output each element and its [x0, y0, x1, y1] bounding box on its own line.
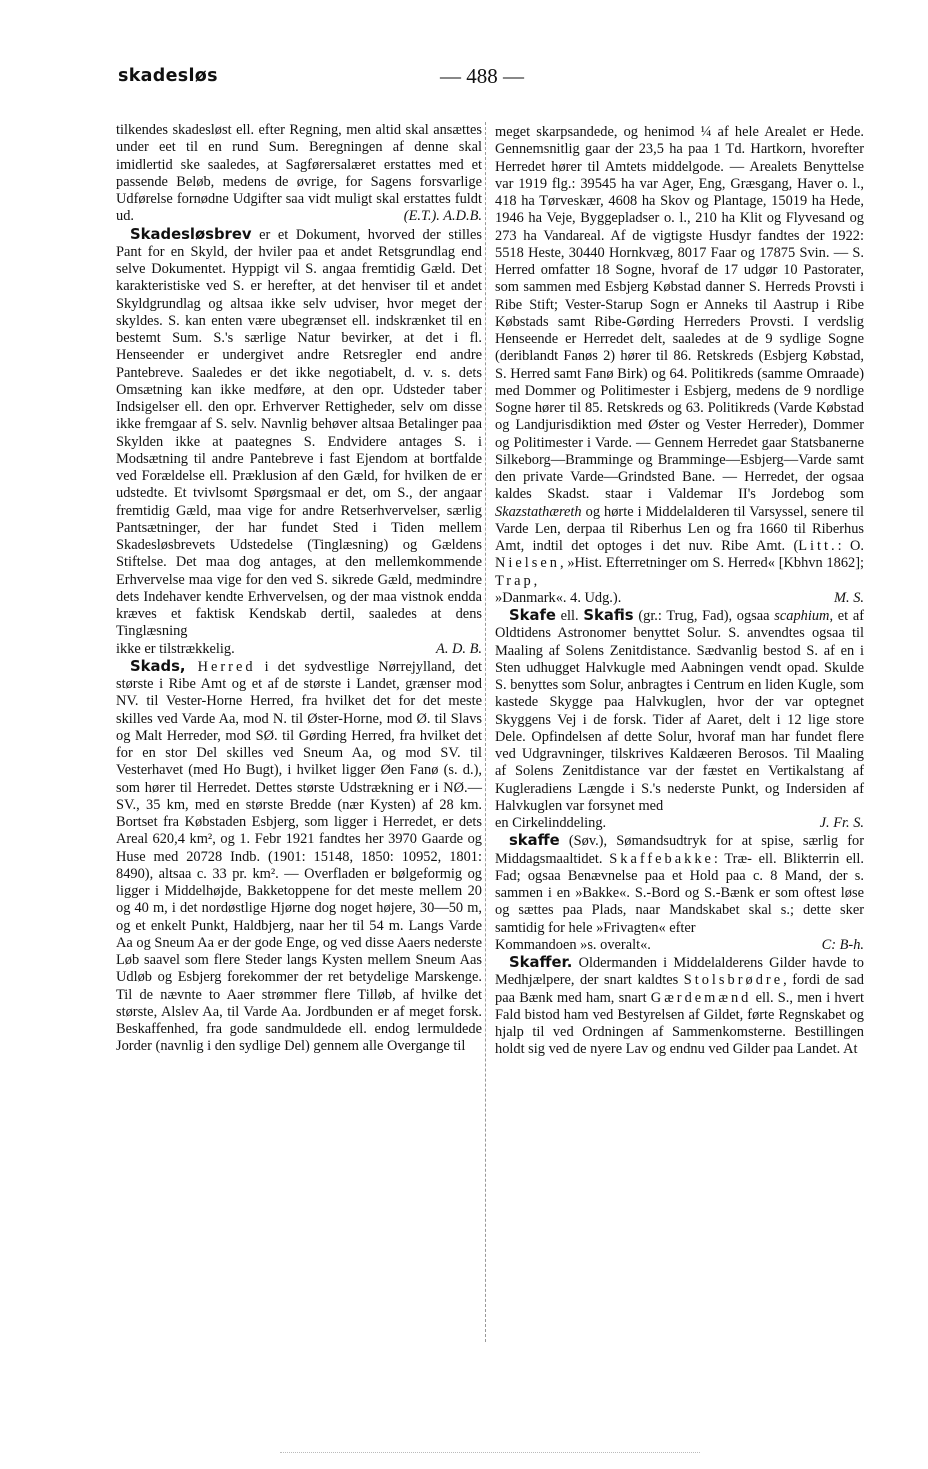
entry-skaffe: skaffe (Søv.), Sømandsudtryk for at spise, særlig for Middagsmaaltidet. Skaffebakke: Træ- ell. Blikterrin ell. Fad; ogsaa Benævnelse paa et Hold paa c. 8 Mand, der s. sammen i en »Bakke«. S.-Bord og S.-Bænk er som oftest løse og sættes paa Plads, naar Mandskabet skal s.; dette sker samtidig for hele »Frivagten« efter — [495, 832, 864, 936]
entry-end-line: »Danmark«. 4. Udg.). M. S. — [495, 589, 864, 606]
page-header — [118, 66, 864, 96]
headword: Skaffer. — [509, 954, 573, 971]
column-divider — [485, 122, 487, 1342]
entry-skadeslosbrev: Skadesløsbrev er et Dokument, hvorved der stilles Pant for en Skyld, der hviler paa et andet Retsgrundlag end selve Dokumentet. Hyppigt vil S. angaa fremtidig Gæld. Det karakteristiske ved S. er herefter, at det henviser til et andet Skyldgrundlag og altsaa ikke selv udviser, hvor meget der skyldes. S. kan enten være ubegrænset ell. indskrænket til en bestemt Sum. S.'s særlige Natur bevirker, at det i fl. Henseender er undergivet andre Retsregler end andre Pantebreve. Saaledes er det ikke negotiabelt, d. v. s. dets Omsætning kan ikke medføre, at den opr. Udsteder taber Indsigelser ell. den opr. Erhverver Rettigheder, selv om disse ikke fremgaar af S. selv. Navnlig behøver altsaa Betalinger paa Skylden ikke at paategnes S. Endvidere antages S. i Modsætning til andre Pantebreve i fast Ejendom at bortfalde ved Forældelse ell. Præklusion af den Gæld, for hvilken de er udstedte. Et tvivlsomt Spørgsmaal er det, om S., der angaar fremtidig Gæld, maa vige for andre Retserhvervelser, særlig Pantsætninger, der har fundet Sted i Tiden mellem Skadesløsbrevets Udstedelse (Tinglæsning) og Gældens Stiftelse. Det maa dog antages, at den mellemkommende Erhvervelse maa vige for den ved S. sikrede Gæld, medmindre dets Indehaver kendte Erhvervelsen, og der maa vistnok endda kræves et faktisk Kendskab dertil, saaledes at dens Tinglæsning — [116, 225, 482, 640]
headword: Skadesløsbrev — [130, 225, 252, 243]
entry-end-line: en Cirkelinddeling. J. Fr. S. — [495, 815, 864, 831]
headword: Skafis — [583, 607, 634, 624]
entry-skads: Skads, Herred i det sydvestlige Nørrejylland, det største i Ribe Amt og et af de største i Landet, grænser mod NV. til Vester-Horne Herred, fra hvilket det for det meste skilles ved Varde Aa, mod N. til Øster-Horne, mod Ø. til Slavs og Malt Herreder, mod SØ. til Gørding Herred, fra hvilket det for en stor Del skilles ved Sneum Aa, og mod SV. til Vesterhavet (med Ho Bugt), i hvilket ligger Øen Fanø (s. d.), som hører til Herredet. Dettes største Udstrækning er i NØ.—SV., 35 km, med en største Bredde (nær Kysten) af 28 km. Bortset fra Købstaden Esbjerg, som ligger i Herredet, er dets Areal 620,4 km², og 1. Febr 1921 fandtes her 3970 Gaarde og Huse med 20728 Indb. (1901: 15148, 1850: 10952, 1801: 8490), altsaa c. 33 pr. km². — Overfladen er bølgeformig og ligger i Middelhøjde, Bakketoppene for det meste mellem 20 og 40 m, i det nordøstlige Hjørne dog noget højere, 30—50 m, og et enkelt Punkt, Haldbjerg, naar her til 54 m. Langs Varde Aa og Sneum Aa er der gode Enge, og ved disse Aaers nederste Løb saavel som flere Steder langs Kysten mellem Sneum Aas Udløb og Esbjerg forekommer der ret betydelige Marskenge. Til de nævnte to Aaer strømmer flere Tilløb, af hvilke det største, Alslev Aa, til Varde Aa. Jordbunden er af meget forsk. Beskaffenhed, fra gode sandmuldede ell. endog lermuldede Jorder (navnlig i den sydlige Del) gennem alle Overgange til — [116, 657, 482, 1055]
page-number: — 488 — — [440, 64, 524, 88]
left-column — [116, 122, 482, 1056]
footer-rule — [280, 1452, 700, 1453]
paragraph-continuation: meget skarpsandede, og henimod ¼ af hele Arealet er Hede. Gennemsnitlig gaar der 23,5 ha paa 1 Td. Hartkorn, hvorefter Herredet hører til Amtets middelgode. — Arealets Benyttelse var 1919 flg.: 39545 ha var Ager, Eng, Græsgang, Haver o. l., 418 ha Tørveskær, 4608 ha Skov og Plantage, 15019 ha Hede, 1946 ha Veje, Byggepladser o. l., 210 ha Klit og Flyvesand og 273 ha Vandareal. Af de vigtigste Husdyr fandtes der 1922: 5518 Heste, 30440 Hornkvæg, 8017 Faar og 17875 Svin. — S. Herred omfatter 18 Sogne, hvoraf de 17 udgør 10 Pastorater, som sammen med Esbjerg Købstad danner S. Herreds Provsti i Ribe Stift; Vester-Starup Sogn er Anneks til Aastrup i Ribe Købstads samt Ribe-Gørding Herreders Provsti. I verdslig Henseende er Herredet delt, saaledes at de 9 sydlige Sogne (deriblandt Fanøs 2) hører til 86. Retskreds (Esbjerg Købstad, S. Herred samt Fanø Birk) og 64. Politikreds (samme Omraade) med Dommer og Politimester i Esbjerg, medens de 9 nordlige Sogne hører til 85. Retskreds og 63. Politikreds (Varde Købstad og Landjurisdiktion med Øster og Vester Herreder), Dommer og Politimester i Varde. — Gennem Herredet gaar Statsbanerne Silkeborg—Bramminge og Bramminge—Esbjerg—Varde samt den private Varde—Grindsted Bane. — Herredet, der ogsaa kaldes Skadst. staar i Valdemar II's Jordebog som Skazstathæreth og hørte i Middelalderen til Varsyssel, senere til Varde Len, derpaa til Riberhus Len og fra 1660 til Riberhus Amt, indtil det optoges i det nuv. Ribe Amt. (Litt.: O. Nielsen, »Hist. Efterretninger om S. Herred« [Kbhvn 1862]; Trap, — [495, 124, 864, 589]
signature: M. S. — [834, 589, 864, 606]
entry-skaffer: Skaffer. Oldermanden i Middelalderens Gilder havde to Medhjælpere, der snart kaldtes Stolsbrødre, fordi de sad paa Bænk med ham, snart Gærdemænd ell. S., men i hvert Fald bistod ham ved Bestyrelsen af Gildet, førte Regnskabet og hjalp til ved Ordningen af Sammenkomsterne. Bestillingen holdt sig ved de nyere Lav og endnu ved Gilder paa Landet. At — [495, 954, 864, 1058]
signature: J. Fr. S. — [819, 815, 864, 831]
headword: Skafe — [509, 607, 556, 624]
entry-end-line: Kommandoen »s. overalt«. C: B-h. — [495, 936, 864, 953]
running-head: skadesløs — [118, 66, 218, 86]
signature: C: B-h. — [821, 936, 864, 953]
entry-skafe: Skafe ell. Skafis (gr.: Trug, Fad), ogsaa scaphium, et af Oldtidens Astronomer benyttet Solur. S. anvendtes ogsaa til Maaling af Solens Zenitdistance. Sædvanlig bestod S. af en i Sten udhugget Halvkugle med Aabningen vendt opad. Skulde S. benyttes som Solur, anbragtes i Centrum en liden Kugle, som kastede Skygge paa Halvkuglen, hvor der var optegnet Skyggens Vej i de forsk. Tider af Aaret, delt i 12 lige store Dele. Opfindelsen af dette Solur, hvoraf man har fundet flere ved Udgravninger, tilskrives Kaldæeren Berosos. Til Maaling af Solens Zenitdistance var der fæstet en Vertikalstang af Kugleradiens Længde i S.'s nederste Punkt, og Indersiden af Halvkuglen var forsynet med — [495, 607, 865, 814]
headword: skaffe — [509, 832, 560, 850]
headword: Skads, — [130, 657, 186, 675]
right-column — [495, 124, 864, 1059]
signature: (E.T.). A.D.B. — [403, 208, 482, 225]
paragraph-continuation: tilkendes skadesløst ell. efter Regning, men altid skal ansættes under eet til en rund Sum. Beregningen af denne skal imidlertid ske saaledes, at Sagførersalæret erstattes med et passende Beløb, medens de øvrige, for Sagens forsvarlige Udførelse fornødne Udgifter saa vidt muligt skal erstattes fuldt ud. (E.T.). A.D.B. — [116, 122, 482, 225]
entry-end-line: ikke er tilstrækkelig. A. D. B. — [116, 640, 482, 657]
signature: A. D. B. — [436, 640, 482, 657]
